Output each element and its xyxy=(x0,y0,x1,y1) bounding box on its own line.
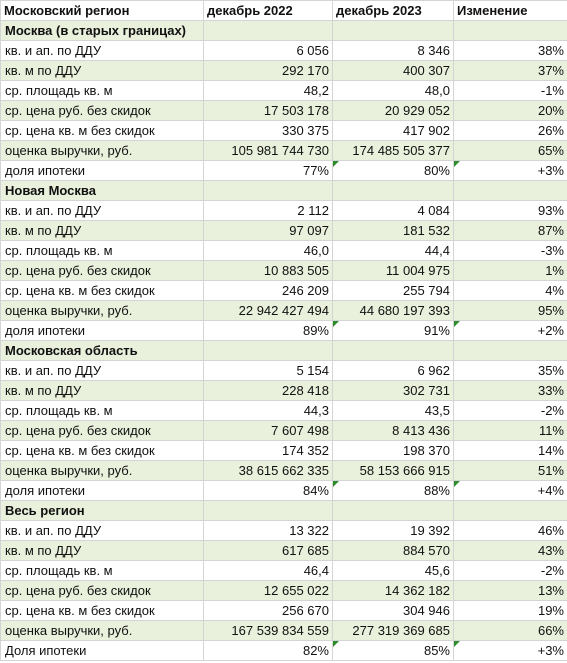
value-2023: 400 307 xyxy=(333,61,454,81)
section-empty-cell xyxy=(333,341,454,361)
row-label: доля ипотеки xyxy=(1,321,204,341)
value-change: 20% xyxy=(454,101,567,121)
value-change: 66% xyxy=(454,621,567,641)
value-change: 93% xyxy=(454,201,567,221)
value-change: -1% xyxy=(454,81,567,101)
row-label: ср. площадь кв. м xyxy=(1,241,204,261)
value-change: 19% xyxy=(454,601,567,621)
value-change: +4% xyxy=(454,481,567,501)
row-label: кв. и ап. по ДДУ xyxy=(1,361,204,381)
row-label: ср. цена руб. без скидок xyxy=(1,421,204,441)
value-2023: 6 962 xyxy=(333,361,454,381)
value-2022: 7 607 498 xyxy=(204,421,333,441)
section-title: Новая Москва xyxy=(1,181,204,201)
value-2022: 22 942 427 494 xyxy=(204,301,333,321)
table-row xyxy=(1,461,567,481)
section-empty-cell xyxy=(454,501,567,521)
table-row xyxy=(1,401,567,421)
table-row xyxy=(1,201,567,221)
table-row xyxy=(1,361,567,381)
value-2023: 43,5 xyxy=(333,401,454,421)
section-empty-cell xyxy=(204,21,333,41)
row-label: ср. площадь кв. м xyxy=(1,561,204,581)
value-2022: 48,2 xyxy=(204,81,333,101)
section-empty-cell xyxy=(204,501,333,521)
table-row xyxy=(1,321,567,341)
row-label: кв. и ап. по ДДУ xyxy=(1,41,204,61)
value-2023: 44 680 197 393 xyxy=(333,301,454,321)
value-2023: 48,0 xyxy=(333,81,454,101)
value-2022: 617 685 xyxy=(204,541,333,561)
table-row xyxy=(1,61,567,81)
value-change: 46% xyxy=(454,521,567,541)
value-2023: 174 485 505 377 xyxy=(333,141,454,161)
section-row xyxy=(1,501,567,521)
value-2022: 12 655 022 xyxy=(204,581,333,601)
table-row xyxy=(1,441,567,461)
value-2023: 8 413 436 xyxy=(333,421,454,441)
table-row xyxy=(1,221,567,241)
value-change: 33% xyxy=(454,381,567,401)
header-dec-2022: декабрь 2022 xyxy=(204,1,333,21)
row-label: кв. м по ДДУ xyxy=(1,381,204,401)
value-2023: 302 731 xyxy=(333,381,454,401)
row-label: ср. цена руб. без скидок xyxy=(1,261,204,281)
value-2023: 304 946 xyxy=(333,601,454,621)
value-2022: 38 615 662 335 xyxy=(204,461,333,481)
value-2023: 8 346 xyxy=(333,41,454,61)
value-change: +2% xyxy=(454,321,567,341)
row-label: доля ипотеки xyxy=(1,161,204,181)
section-empty-cell xyxy=(454,341,567,361)
table-row xyxy=(1,141,567,161)
value-change: 51% xyxy=(454,461,567,481)
header-change: Изменение xyxy=(454,1,567,21)
row-label: кв. и ап. по ДДУ xyxy=(1,521,204,541)
value-2023: 85% xyxy=(333,641,454,661)
value-2023: 255 794 xyxy=(333,281,454,301)
value-2022: 84% xyxy=(204,481,333,501)
row-label: ср. цена кв. м без скидок xyxy=(1,281,204,301)
table-row xyxy=(1,521,567,541)
value-change: -3% xyxy=(454,241,567,261)
section-row xyxy=(1,21,567,41)
header-dec-2023: декабрь 2023 xyxy=(333,1,454,21)
table-row xyxy=(1,281,567,301)
value-change: -2% xyxy=(454,561,567,581)
value-2023: 58 153 666 915 xyxy=(333,461,454,481)
value-change: 26% xyxy=(454,121,567,141)
value-2022: 13 322 xyxy=(204,521,333,541)
value-2023: 417 902 xyxy=(333,121,454,141)
value-2023: 80% xyxy=(333,161,454,181)
table-row xyxy=(1,581,567,601)
value-2023: 91% xyxy=(333,321,454,341)
value-2022: 46,4 xyxy=(204,561,333,581)
value-2023: 14 362 182 xyxy=(333,581,454,601)
value-change: +3% xyxy=(454,161,567,181)
header-row xyxy=(1,1,567,21)
row-label: ср. цена кв. м без скидок xyxy=(1,121,204,141)
value-change: 65% xyxy=(454,141,567,161)
table-row xyxy=(1,421,567,441)
value-change: 11% xyxy=(454,421,567,441)
value-change: 37% xyxy=(454,61,567,81)
value-change: 35% xyxy=(454,361,567,381)
section-empty-cell xyxy=(204,181,333,201)
value-2023: 11 004 975 xyxy=(333,261,454,281)
table-row xyxy=(1,261,567,281)
table-row xyxy=(1,561,567,581)
value-2022: 246 209 xyxy=(204,281,333,301)
row-label: оценка выручки, руб. xyxy=(1,141,204,161)
value-2023: 4 084 xyxy=(333,201,454,221)
table-row xyxy=(1,41,567,61)
value-change: 95% xyxy=(454,301,567,321)
section-empty-cell xyxy=(333,181,454,201)
table-row xyxy=(1,541,567,561)
value-2022: 77% xyxy=(204,161,333,181)
value-2022: 46,0 xyxy=(204,241,333,261)
section-empty-cell xyxy=(333,21,454,41)
section-title: Московская область xyxy=(1,341,204,361)
value-2022: 2 112 xyxy=(204,201,333,221)
value-change: 13% xyxy=(454,581,567,601)
row-label: Доля ипотеки xyxy=(1,641,204,661)
section-empty-cell xyxy=(333,501,454,521)
row-label: ср. цена кв. м без скидок xyxy=(1,441,204,461)
table-row xyxy=(1,481,567,501)
row-label: ср. цена руб. без скидок xyxy=(1,101,204,121)
value-2022: 10 883 505 xyxy=(204,261,333,281)
value-2022: 97 097 xyxy=(204,221,333,241)
table-row xyxy=(1,301,567,321)
table-row xyxy=(1,121,567,141)
table-row xyxy=(1,101,567,121)
table-row xyxy=(1,601,567,621)
value-2023: 45,6 xyxy=(333,561,454,581)
value-2022: 5 154 xyxy=(204,361,333,381)
table-row xyxy=(1,81,567,101)
value-2022: 82% xyxy=(204,641,333,661)
value-2023: 277 319 369 685 xyxy=(333,621,454,641)
section-empty-cell xyxy=(204,341,333,361)
value-2022: 330 375 xyxy=(204,121,333,141)
value-2022: 6 056 xyxy=(204,41,333,61)
value-2022: 256 670 xyxy=(204,601,333,621)
row-label: кв. м по ДДУ xyxy=(1,61,204,81)
row-label: ср. площадь кв. м xyxy=(1,81,204,101)
row-label: ср. цена руб. без скидок xyxy=(1,581,204,601)
table-row xyxy=(1,641,567,661)
table-row xyxy=(1,621,567,641)
value-change: 38% xyxy=(454,41,567,61)
section-title: Москва (в старых границах) xyxy=(1,21,204,41)
value-2022: 17 503 178 xyxy=(204,101,333,121)
section-empty-cell xyxy=(454,21,567,41)
table-row xyxy=(1,161,567,181)
section-row xyxy=(1,181,567,201)
section-empty-cell xyxy=(454,181,567,201)
value-change: 1% xyxy=(454,261,567,281)
value-2022: 292 170 xyxy=(204,61,333,81)
row-label: ср. цена кв. м без скидок xyxy=(1,601,204,621)
value-2023: 19 392 xyxy=(333,521,454,541)
section-row xyxy=(1,341,567,361)
value-2022: 228 418 xyxy=(204,381,333,401)
row-label: оценка выручки, руб. xyxy=(1,301,204,321)
value-2023: 181 532 xyxy=(333,221,454,241)
value-change: 87% xyxy=(454,221,567,241)
value-change: +3% xyxy=(454,641,567,661)
value-2023: 884 570 xyxy=(333,541,454,561)
value-2023: 198 370 xyxy=(333,441,454,461)
row-label: кв. м по ДДУ xyxy=(1,541,204,561)
value-change: 43% xyxy=(454,541,567,561)
row-label: ср. площадь кв. м xyxy=(1,401,204,421)
value-2022: 105 981 744 730 xyxy=(204,141,333,161)
value-2023: 44,4 xyxy=(333,241,454,261)
value-change: 14% xyxy=(454,441,567,461)
table-row xyxy=(1,241,567,261)
section-title: Весь регион xyxy=(1,501,204,521)
value-2022: 89% xyxy=(204,321,333,341)
value-2023: 20 929 052 xyxy=(333,101,454,121)
row-label: оценка выручки, руб. xyxy=(1,621,204,641)
value-2022: 167 539 834 559 xyxy=(204,621,333,641)
value-2022: 174 352 xyxy=(204,441,333,461)
value-2022: 44,3 xyxy=(204,401,333,421)
header-region: Московский регион xyxy=(1,1,204,21)
table-body xyxy=(1,21,567,661)
row-label: кв. м по ДДУ xyxy=(1,221,204,241)
row-label: кв. и ап. по ДДУ xyxy=(1,201,204,221)
row-label: доля ипотеки xyxy=(1,481,204,501)
value-2023: 88% xyxy=(333,481,454,501)
table-row xyxy=(1,381,567,401)
row-label: оценка выручки, руб. xyxy=(1,461,204,481)
value-change: 4% xyxy=(454,281,567,301)
value-change: -2% xyxy=(454,401,567,421)
